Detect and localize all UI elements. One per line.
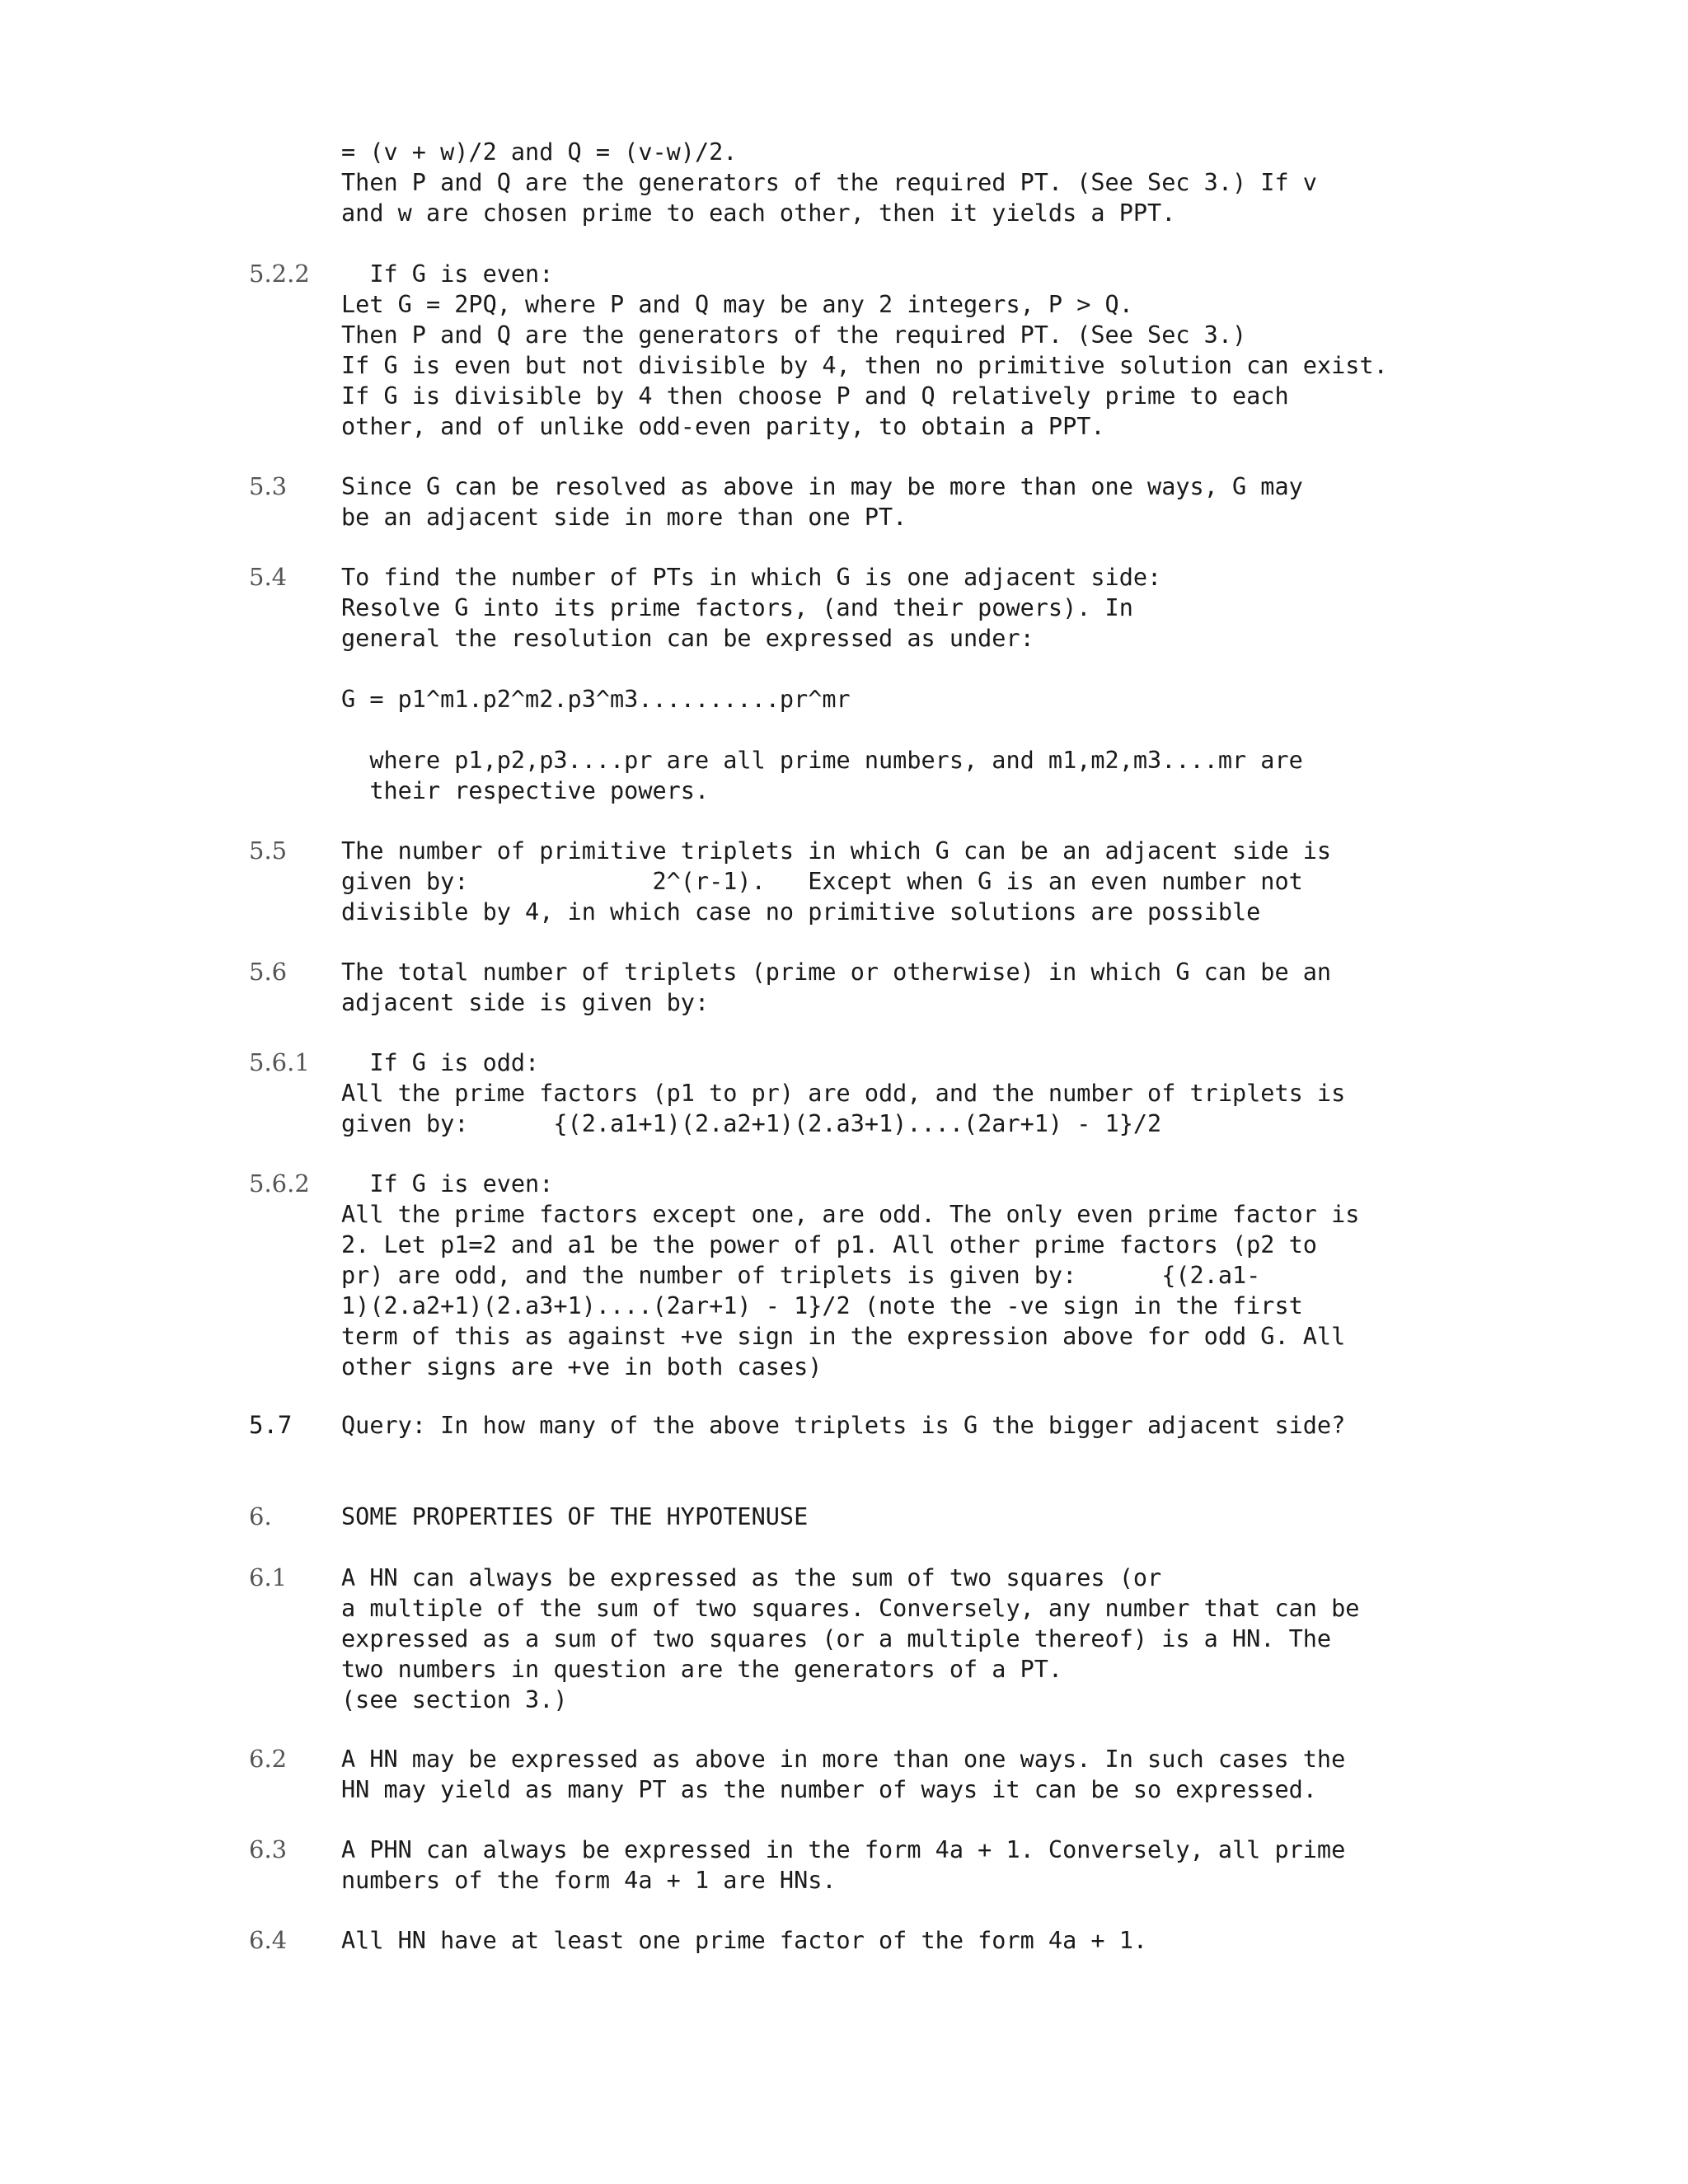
text-line: Then P and Q are the generators of the required PT. (See Sec 3.) If v xyxy=(341,169,1317,196)
text-line: other signs are +ve in both cases) xyxy=(341,1353,823,1380)
text-line: general the resolution can be expressed as under: xyxy=(341,625,1034,652)
section-number: 5.7 xyxy=(249,1411,293,1439)
formula-body xyxy=(341,684,1462,715)
text-line: Let G = 2PQ, where P and Q may be any 2 integers, P > Q. xyxy=(341,291,1133,318)
text-line: Then P and Q are the generators of the required PT. (See Sec 3.) xyxy=(341,321,1247,349)
text-line: term of this as against +ve sign in the expression above for odd G. All xyxy=(341,1323,1346,1350)
formula-line: G = p1^m1.p2^m2.p3^m3..........pr^mr xyxy=(341,686,851,713)
section-number: 5.6 xyxy=(249,958,288,986)
paragraph-body xyxy=(341,1563,1462,1715)
text-line: their respective powers. xyxy=(341,777,710,804)
text-line: HN may yield as many PT as the number of ways it can be so expressed. xyxy=(341,1776,1317,1803)
text-line: a multiple of the sum of two squares. Conversely, any number that can be xyxy=(341,1595,1360,1622)
text-line: expressed as a sum of two squares (or a multiple thereof) is a HN. The xyxy=(341,1625,1332,1652)
text-line: given by: 2^(r-1). Except when G is an even number not xyxy=(341,868,1303,895)
text-line: Since G can be resolved as above in may be more than one ways, G may xyxy=(341,473,1303,500)
text-line: given by: {(2.a1+1)(2.a2+1)(2.a3+1)....(2ar+1) - 1}/2 xyxy=(341,1110,1162,1137)
paragraph-body xyxy=(341,836,1462,927)
paragraph-body xyxy=(341,1744,1462,1805)
text-line: All the prime factors except one, are odd. The only even prime factor is xyxy=(341,1201,1360,1228)
text-line: numbers of the form 4a + 1 are HNs. xyxy=(341,1867,837,1894)
text-line: A HN can always be expressed as the sum of two squares (or xyxy=(341,1564,1162,1591)
paragraph-body xyxy=(341,1835,1462,1896)
paragraph-body xyxy=(341,1169,1462,1382)
section-number: 5.2.2 xyxy=(249,260,310,288)
text-line: divisible by 4, in which case no primitive solutions are possible xyxy=(341,898,1261,926)
subheading: If G is even: xyxy=(341,260,554,288)
heading-body xyxy=(341,1502,1462,1532)
text-line: All HN have at least one prime factor of the form 4a + 1. xyxy=(341,1927,1148,1954)
paragraph-body xyxy=(341,745,1462,806)
section-number: 6.4 xyxy=(249,1926,288,1954)
paragraph-body xyxy=(341,471,1462,532)
text-line: adjacent side is given by: xyxy=(341,989,710,1016)
text-line: pr) are odd, and the number of triplets is given by: {(2.a1- xyxy=(341,1262,1261,1289)
text-line: (see section 3.) xyxy=(341,1686,568,1713)
text-line: and w are chosen prime to each other, then it yields a PPT. xyxy=(341,199,1176,227)
text-line: If G is even but not divisible by 4, then no primitive solution can exist. xyxy=(341,352,1388,379)
paragraph-body xyxy=(341,957,1462,1018)
section-number: 6.3 xyxy=(249,1835,288,1863)
section-number: 5.3 xyxy=(249,472,288,500)
text-line: 2. Let p1=2 and a1 be the power of p1. All other prime factors (p2 to xyxy=(341,1231,1317,1258)
text-line: The number of primitive triplets in which G can be an adjacent side is xyxy=(341,837,1332,865)
section-title: SOME PROPERTIES OF THE HYPOTENUSE xyxy=(341,1503,809,1530)
query-line: Query: In how many of the above triplets is G the bigger adjacent side? xyxy=(341,1412,1346,1439)
section-number: 5.5 xyxy=(249,837,288,865)
section-number: 5.4 xyxy=(249,563,288,591)
text-line: The total number of triplets (prime or otherwise) in which G can be an xyxy=(341,958,1332,986)
text-line: where p1,p2,p3....pr are all prime numbers, and m1,m2,m3....mr are xyxy=(341,747,1303,774)
paragraph-body xyxy=(341,259,1462,442)
text-line: All the prime factors (p1 to pr) are odd, and the number of triplets is xyxy=(341,1080,1346,1107)
section-number: 6.1 xyxy=(249,1563,288,1591)
text-line: A PHN can always be expressed in the form 4a + 1. Conversely, all prime xyxy=(341,1836,1346,1863)
text-line: Resolve G into its prime factors, (and their powers). In xyxy=(341,594,1133,621)
section-number: 6. xyxy=(249,1502,272,1530)
paragraph-body xyxy=(341,1925,1462,1956)
section-number: 5.6.1 xyxy=(249,1048,310,1076)
subheading: If G is even: xyxy=(341,1170,554,1197)
paragraph-body xyxy=(341,1047,1462,1139)
text-line: If G is divisible by 4 then choose P and Q relatively prime to each xyxy=(341,382,1289,410)
section-number: 5.6.2 xyxy=(249,1169,310,1197)
text-line: To find the number of PTs in which G is one adjacent side: xyxy=(341,564,1162,591)
text-line: = (v + w)/2 and Q = (v-w)/2. xyxy=(341,138,738,166)
paragraph-body xyxy=(341,137,1462,228)
text-line: other, and of unlike odd-even parity, to obtain a PPT. xyxy=(341,413,1105,440)
section-number: 6.2 xyxy=(249,1745,288,1773)
text-line: two numbers in question are the generators of a PT. xyxy=(341,1656,1063,1683)
text-line: 1)(2.a2+1)(2.a3+1)....(2ar+1) - 1}/2 (note the -ve sign in the first xyxy=(341,1292,1303,1319)
paragraph-body xyxy=(341,1410,1462,1441)
text-line: A HN may be expressed as above in more than one ways. In such cases the xyxy=(341,1746,1346,1773)
subheading: If G is odd: xyxy=(341,1049,540,1076)
paragraph-body xyxy=(341,562,1462,654)
text-line: be an adjacent side in more than one PT. xyxy=(341,504,907,531)
